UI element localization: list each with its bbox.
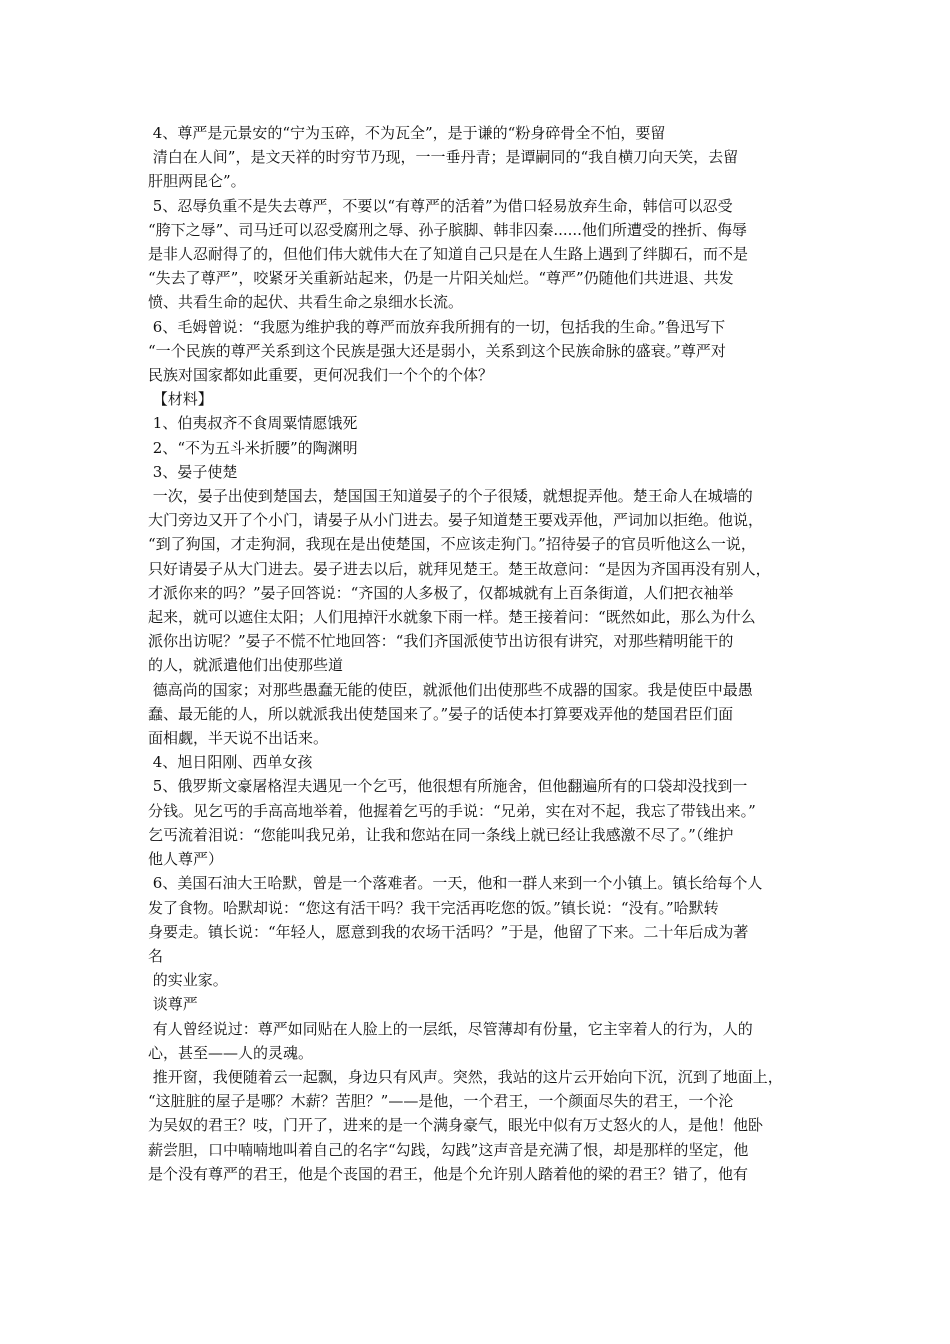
text-line: “失去了尊严”，咬紧牙关重新站起来，仍是一片阳关灿烂。“尊严”仍随他们共进退、共发 (148, 269, 734, 288)
text-line: 乞丐流着泪说：“您能叫我兄弟，让我和您站在同一条线上就已经让我感激不尽了。”（维护 (148, 825, 734, 844)
text-line: 名 (148, 946, 164, 965)
text-line: 面相觑，半天说不出话来。 (148, 729, 329, 748)
text-line: 推开窗，我便随着云一起飘，身边只有风声。突然，我站的这片云开始向下沉，沉到了地面上， (148, 1067, 783, 1086)
text-line: 4、旭日阳刚、西单女孩 (148, 753, 313, 772)
text-line: 6、毛姆曾说：“我愿为维护我的尊严而放弃我所拥有的一切，包括我的生命。”鲁迅写下 (148, 317, 726, 336)
text-line: 3、晏子使楚 (148, 462, 238, 481)
document-body (148, 121, 812, 1186)
text-line: “一个民族的尊严关系到这个民族是强大还是弱小，关系到这个民族命脉的盛衰。”尊严对 (148, 341, 726, 360)
text-line: 愤、共看生命的起伏、共看生命之泉细水长流。 (148, 293, 464, 312)
text-line: “胯下之辱”、司马迁可以忍受腐刑之辱、孙子膑脚、韩非囚秦......他们所遭受的挫折、侮辱 (148, 220, 747, 239)
text-line: 才派你来的吗？”晏子回答说：“齐国的人多极了，仅都城就有上百条街道，人们把衣袖举 (148, 583, 734, 602)
text-line: 大门旁边又开了个小门，请晏子从小门进去。晏子知道楚王要戏弄他，严词加以拒绝。他说， (148, 511, 764, 530)
text-line: 派你出访呢？”晏子不慌不忙地回答：“我们齐国派使节出访很有讲究，对那些精明能干的 (148, 632, 734, 651)
text-line: 发了食物。哈默却说：“您这有活干吗？我干完活再吃您的饭。”镇长说：“没有。”哈默转 (148, 898, 719, 917)
text-line: 起来，就可以遮住太阳；人们甩掉汗水就象下雨一样。楚王接着问：“既然如此，那么为什么 (148, 608, 756, 627)
text-line: 清白在人间”，是文天祥的时穷节乃现，一一垂丹青；是谭嗣同的“我自横刀向天笑，去留 (148, 148, 739, 167)
text-line: 谈尊严 (148, 995, 198, 1014)
text-line: 5、俄罗斯文豪屠格涅夫遇见一个乞丐，他很想有所施舍，但他翻遍所有的口袋却没找到一 (148, 777, 748, 796)
text-line: 民族对国家都如此重要，更何况我们一个个的个体？ (148, 366, 494, 385)
text-line: 薪尝胆，口中喃喃地叫着自己的名字“勾践，勾践”这声音是充满了恨，却是那样的坚定，他 (148, 1140, 749, 1159)
text-line: 的人，就派遣他们出使那些道 (148, 656, 344, 675)
text-line: “到了狗国，才走狗洞，我现在是出使楚国，不应该走狗门。”招待晏子的官员听他这么一说， (148, 535, 756, 554)
text-line: 4、尊严是元景安的“宁为玉碎，不为瓦全”，是于谦的“粉身碎骨全不怕，要留 (148, 124, 666, 142)
text-line: 6、美国石油大王哈默，曾是一个落难者。一天，他和一群人来到一个小镇上。镇长给每个人 (148, 874, 763, 893)
text-line: 只好请晏子从大门进去。晏子进去以后，就拜见楚王。楚王故意问：“是因为齐国再没有别人， (148, 559, 771, 578)
text-line: 德高尚的国家；对那些愚蠢无能的使臣，就派他们出使那些不成器的国家。我是使臣中最愚 (148, 680, 753, 699)
text-line: 有人曾经说过：尊严如同贴在人脸上的一层纸，尽管薄却有份量，它主宰着人的行为，人的 (148, 1019, 753, 1038)
text-line: 2、“不为五斗米折腰”的陶渊明 (148, 438, 358, 457)
text-line: 一次，晏子出使到楚国去，楚国国王知道晏子的个子很矮，就想捉弄他。楚王命人在城墙的 (148, 487, 753, 506)
text-line: 身要走。镇长说：“年轻人，愿意到我的农场干活吗？”于是，他留了下来。二十年后成为著 (148, 922, 749, 941)
text-line: 的实业家。 (148, 971, 228, 990)
text-line: 1、伯夷叔齐不食周粟情愿饿死 (148, 414, 358, 433)
text-line: 5、忍辱负重不是失去尊严，不要以“有尊严的活着”为借口轻易放弃生命，韩信可以忍受 (148, 196, 733, 215)
text-line: 是非人忍耐得了的，但他们伟大就伟大在了知道自己只是在人生路上遇到了绊脚石，而不是 (148, 245, 749, 264)
text-line: 为吴奴的君王？吱，门开了，进来的是一个满身豪气，眼光中似有万丈怒火的人，是他！他卧 (148, 1116, 764, 1135)
text-line: 蠢、最无能的人，所以就派我出使楚国来了。”晏子的话使本打算要戏弄他的楚国君臣们面 (148, 704, 734, 723)
text-line: “这脏脏的屋子是哪？木薪？苦胆？”——是他，一个君王，一个颜面尽失的君王，一个沦 (148, 1092, 734, 1111)
text-line: 肝胆两昆仑”。 (148, 172, 246, 191)
text-line: 分钱。见乞丐的手高高地举着，他握着乞丐的手说：“兄弟，实在对不起，我忘了带钱出来。” (148, 801, 756, 820)
text-line: 是个没有尊严的君王，他是个丧国的君王，他是个允许别人踏着他的梁的君王？错了，他有 (148, 1164, 749, 1183)
text-line: 心，甚至——人的灵魂。 (148, 1043, 314, 1062)
text-line: 【材料】 (148, 390, 213, 409)
text-line: 他人尊严） (148, 850, 224, 869)
